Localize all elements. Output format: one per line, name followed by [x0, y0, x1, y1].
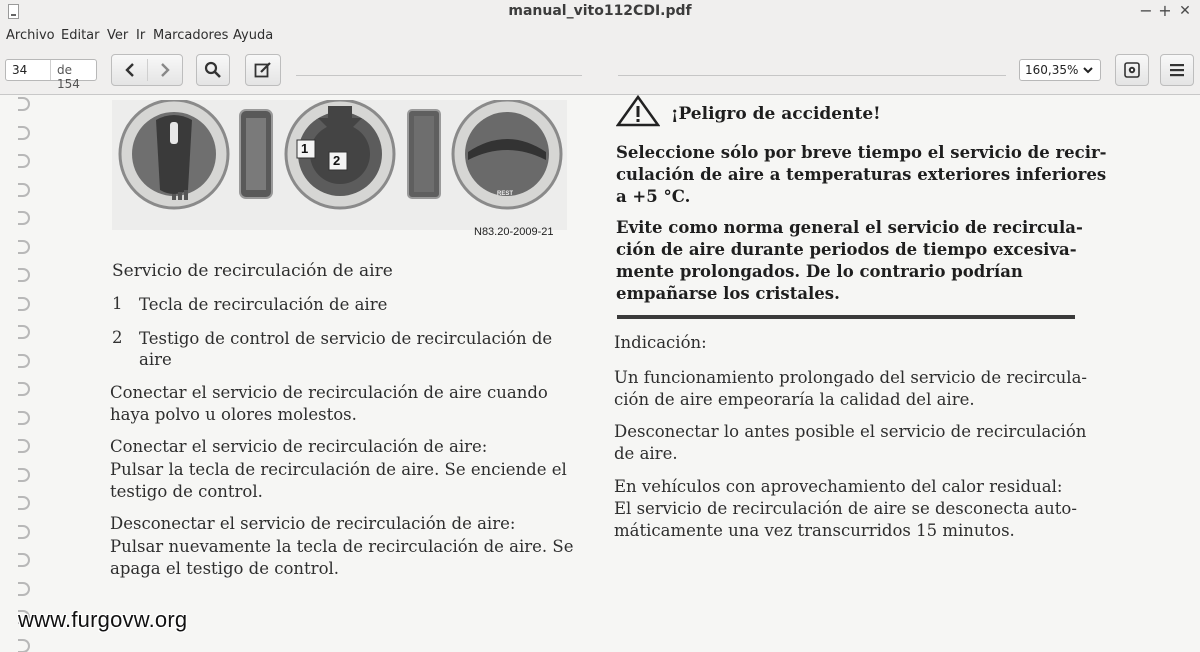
search-button[interactable]: [196, 54, 230, 86]
window-title: manual_vito112CDI.pdf: [508, 3, 692, 19]
paragraph-line: testigo de control.: [110, 482, 263, 501]
settings-icon: [1124, 62, 1140, 78]
note-line: Desconectar lo antes posible el servicio de recirculación: [614, 422, 1087, 441]
menu-bar: [0, 24, 1200, 48]
control-panel-figure: [112, 100, 567, 230]
warning-line: Evite como norma general el servicio de recircula-: [616, 218, 1083, 237]
warning-title: ¡Peligro de accidente!: [671, 104, 881, 124]
menu-ayuda[interactable]: Ayuda: [233, 28, 274, 43]
menu-marcadores[interactable]: Marcadores: [153, 28, 229, 43]
previous-page-button[interactable]: [112, 55, 148, 85]
binder-ring: [18, 325, 30, 339]
binder-ring: [18, 439, 30, 453]
menu-archivo[interactable]: Archivo: [6, 28, 55, 43]
main-menu-button[interactable]: [1160, 54, 1194, 86]
binder-ring: [18, 183, 30, 197]
binder-ring: [18, 468, 30, 482]
item-number-2: 2: [112, 328, 123, 347]
section-heading: Servicio de recirculación de aire: [112, 261, 393, 281]
binder-ring: [18, 525, 30, 539]
title-bar: [0, 0, 1200, 25]
rest-knob-label: REST: [497, 191, 514, 197]
annotate-button[interactable]: [245, 54, 281, 86]
binder-ring: [18, 553, 30, 567]
binder-ring: [18, 268, 30, 282]
binder-ring: [18, 382, 30, 396]
document-view[interactable]: [0, 95, 1200, 652]
figure-caption: N83.20-2009-21: [474, 226, 554, 238]
note-line: El servicio de recirculación de aire se desconecta auto-: [614, 499, 1077, 518]
close-button[interactable]: ✕: [1179, 3, 1191, 19]
hamburger-menu-icon: [1169, 63, 1185, 77]
section-divider: [617, 315, 1075, 319]
note-line: máticamente una vez transcurridos 15 minutos.: [614, 521, 1015, 540]
note-line: En vehículos con aprovechamiento del calor residual:: [614, 477, 1063, 496]
current-page-input[interactable]: 34: [12, 63, 28, 77]
binder-ring: [18, 126, 30, 140]
warning-line: culación de aire a temperaturas exteriores inferiores: [616, 165, 1107, 184]
watermark: www.furgovw.org: [18, 607, 188, 632]
note-line: ción de aire empeoraría la calidad del aire.: [614, 390, 975, 409]
paragraph-line: Conectar el servicio de recirculación de aire cuando: [110, 383, 548, 402]
zoom-select[interactable]: [1019, 59, 1101, 81]
callout-1: 1: [301, 141, 309, 156]
paragraph-line: Desconectar el servicio de recirculación de aire:: [110, 514, 516, 533]
toolbar: [0, 48, 1200, 95]
note-line: de aire.: [614, 444, 678, 463]
binder-ring: [18, 496, 30, 510]
item-number-1: 1: [112, 294, 123, 313]
callout-2: 2: [333, 153, 341, 168]
item-1-text: Tecla de recirculación de aire: [139, 295, 388, 314]
paragraph-line: haya polvo u olores molestos.: [110, 405, 357, 424]
item-2-text-line-2: aire: [139, 350, 172, 369]
binder-ring: [18, 354, 30, 368]
binder-ring: [18, 411, 30, 425]
menu-editar[interactable]: Editar: [61, 28, 100, 43]
page-number-field[interactable]: [5, 59, 97, 91]
settings-button[interactable]: [1115, 54, 1149, 86]
warning-line: ción de aire durante periodos de tiempo excesiva-: [616, 240, 1077, 259]
menu-ir[interactable]: Ir: [136, 28, 146, 43]
paragraph-line: apaga el testigo de control.: [110, 559, 340, 578]
chevron-left-icon: [124, 62, 136, 78]
paragraph-line: Conectar el servicio de recirculación de aire:: [110, 437, 488, 456]
maximize-button[interactable]: +: [1158, 1, 1172, 20]
note-label: Indicación:: [614, 333, 707, 352]
binder-ring: [18, 211, 30, 225]
edit-icon: [254, 61, 272, 79]
warning-line: empañarse los cristales.: [616, 284, 840, 303]
binder-ring: [18, 97, 30, 111]
chevron-right-icon: [159, 62, 171, 78]
note-line: Un funcionamiento prolongado del servicio de recircula-: [614, 368, 1087, 387]
menu-ver[interactable]: Ver: [107, 28, 129, 43]
warning-triangle-icon: [616, 95, 660, 127]
binder-ring: [18, 297, 30, 311]
binder-ring: [18, 639, 30, 652]
item-2-text-line-1: Testigo de control de servicio de recirculación de: [139, 329, 553, 348]
warning-line: mente prolongados. De lo contrario podrían: [616, 262, 1023, 281]
binder-ring: [18, 582, 30, 596]
binder-ring: [18, 154, 30, 168]
search-icon: [204, 61, 222, 79]
binder-ring: [18, 240, 30, 254]
paragraph-line: Pulsar nuevamente la tecla de recirculación de aire. Se: [110, 537, 574, 556]
binder-rings: [18, 95, 38, 652]
page-nav-group: [111, 54, 183, 86]
warning-line: Seleccione sólo por breve tiempo el servicio de recir-: [616, 143, 1107, 162]
minimize-button[interactable]: −: [1139, 1, 1153, 20]
next-page-button[interactable]: [148, 55, 182, 85]
paragraph-line: Pulsar la tecla de recirculación de aire. Se enciende el: [110, 460, 567, 479]
total-pages-label: de 154: [57, 63, 80, 91]
warning-line: a +5 °C.: [616, 187, 691, 206]
chevron-down-icon: [1082, 64, 1094, 76]
zoom-value: 160,35%: [1025, 63, 1079, 77]
